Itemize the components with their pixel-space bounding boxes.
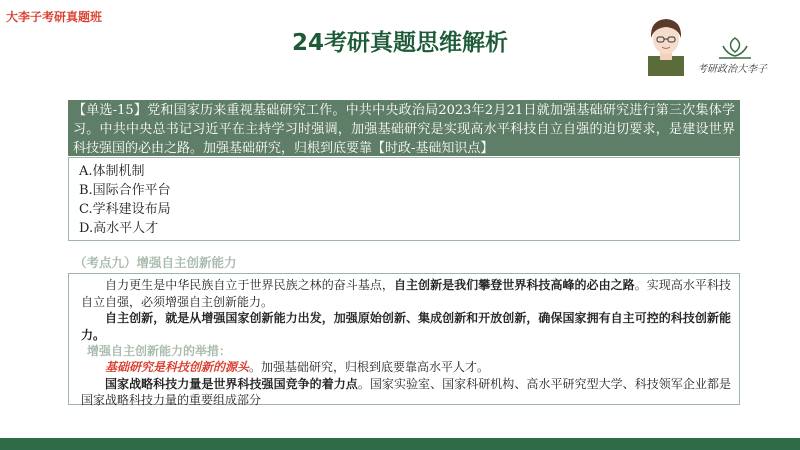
paragraph-4: [81, 376, 731, 409]
option-a: A.体制机制: [79, 164, 145, 179]
explanation-box: [68, 273, 740, 405]
options-list: [68, 157, 740, 241]
p4-text-b: 。国家实验室、国家科研机构、高水平研究型大学、科技领军企业都是国家战略科技力量的重要组成部分: [81, 376, 731, 407]
question-stem: 【单选-15】党和国家历来重视基础研究工作。中共中央政治局2023年2月21日就加强基础研究进行第三次集体学习。中共中央总书记习近平在主持学习时强调，加强基础研究是实现高水平科技自立自强的迫切要求，是建设世界科技强国的必由之路。加强基础研究，归根到底要靠【时政-基础知识点】: [68, 100, 740, 156]
paragraph-1: [81, 277, 731, 310]
p2-text: 自主创新，就是从增强国家创新能力出发，加强原始创新、集成创新和开放创新，确保国家拥有自主可控的科技创新能力。: [81, 311, 731, 342]
p1-text-c: 。实现高水平科技自立自强，必须增强自主创新能力。: [81, 278, 731, 309]
p1-text-b: 自主创新是我们攀登世界科技高峰的必由之路: [393, 278, 635, 292]
option-b: B.国际合作平台: [79, 183, 171, 198]
paragraph-3: [81, 359, 731, 376]
option-c: C.学科建设布局: [79, 202, 171, 217]
p3-text-b: 。加强基础研究，归根到底要靠高水平人才。: [249, 360, 490, 374]
measures-subhead: 增强自主创新能力的举措：: [87, 344, 232, 358]
option-d: D.高水平人才: [79, 221, 159, 236]
p3-text-a: 基础研究是科技创新的源头: [105, 360, 250, 374]
bottom-bar: [0, 438, 800, 450]
paragraph-2: [81, 310, 731, 343]
teacher-avatar: [640, 12, 692, 76]
page-title: 24考研真题思维解析: [291, 30, 508, 56]
p1-text-a: 自力更生是中华民族自立于世界民族之林的奋斗基点，: [105, 278, 394, 292]
brand-logo-icon: [715, 34, 755, 60]
p4-text-a: 国家战略科技力量是世界科技强国竞争的着力点: [105, 376, 358, 391]
course-label: 大李子考研真题班: [6, 10, 103, 24]
section-title: （考点九）增强自主创新能力: [74, 255, 237, 270]
brand-text: 考研政治大李子: [697, 64, 767, 75]
